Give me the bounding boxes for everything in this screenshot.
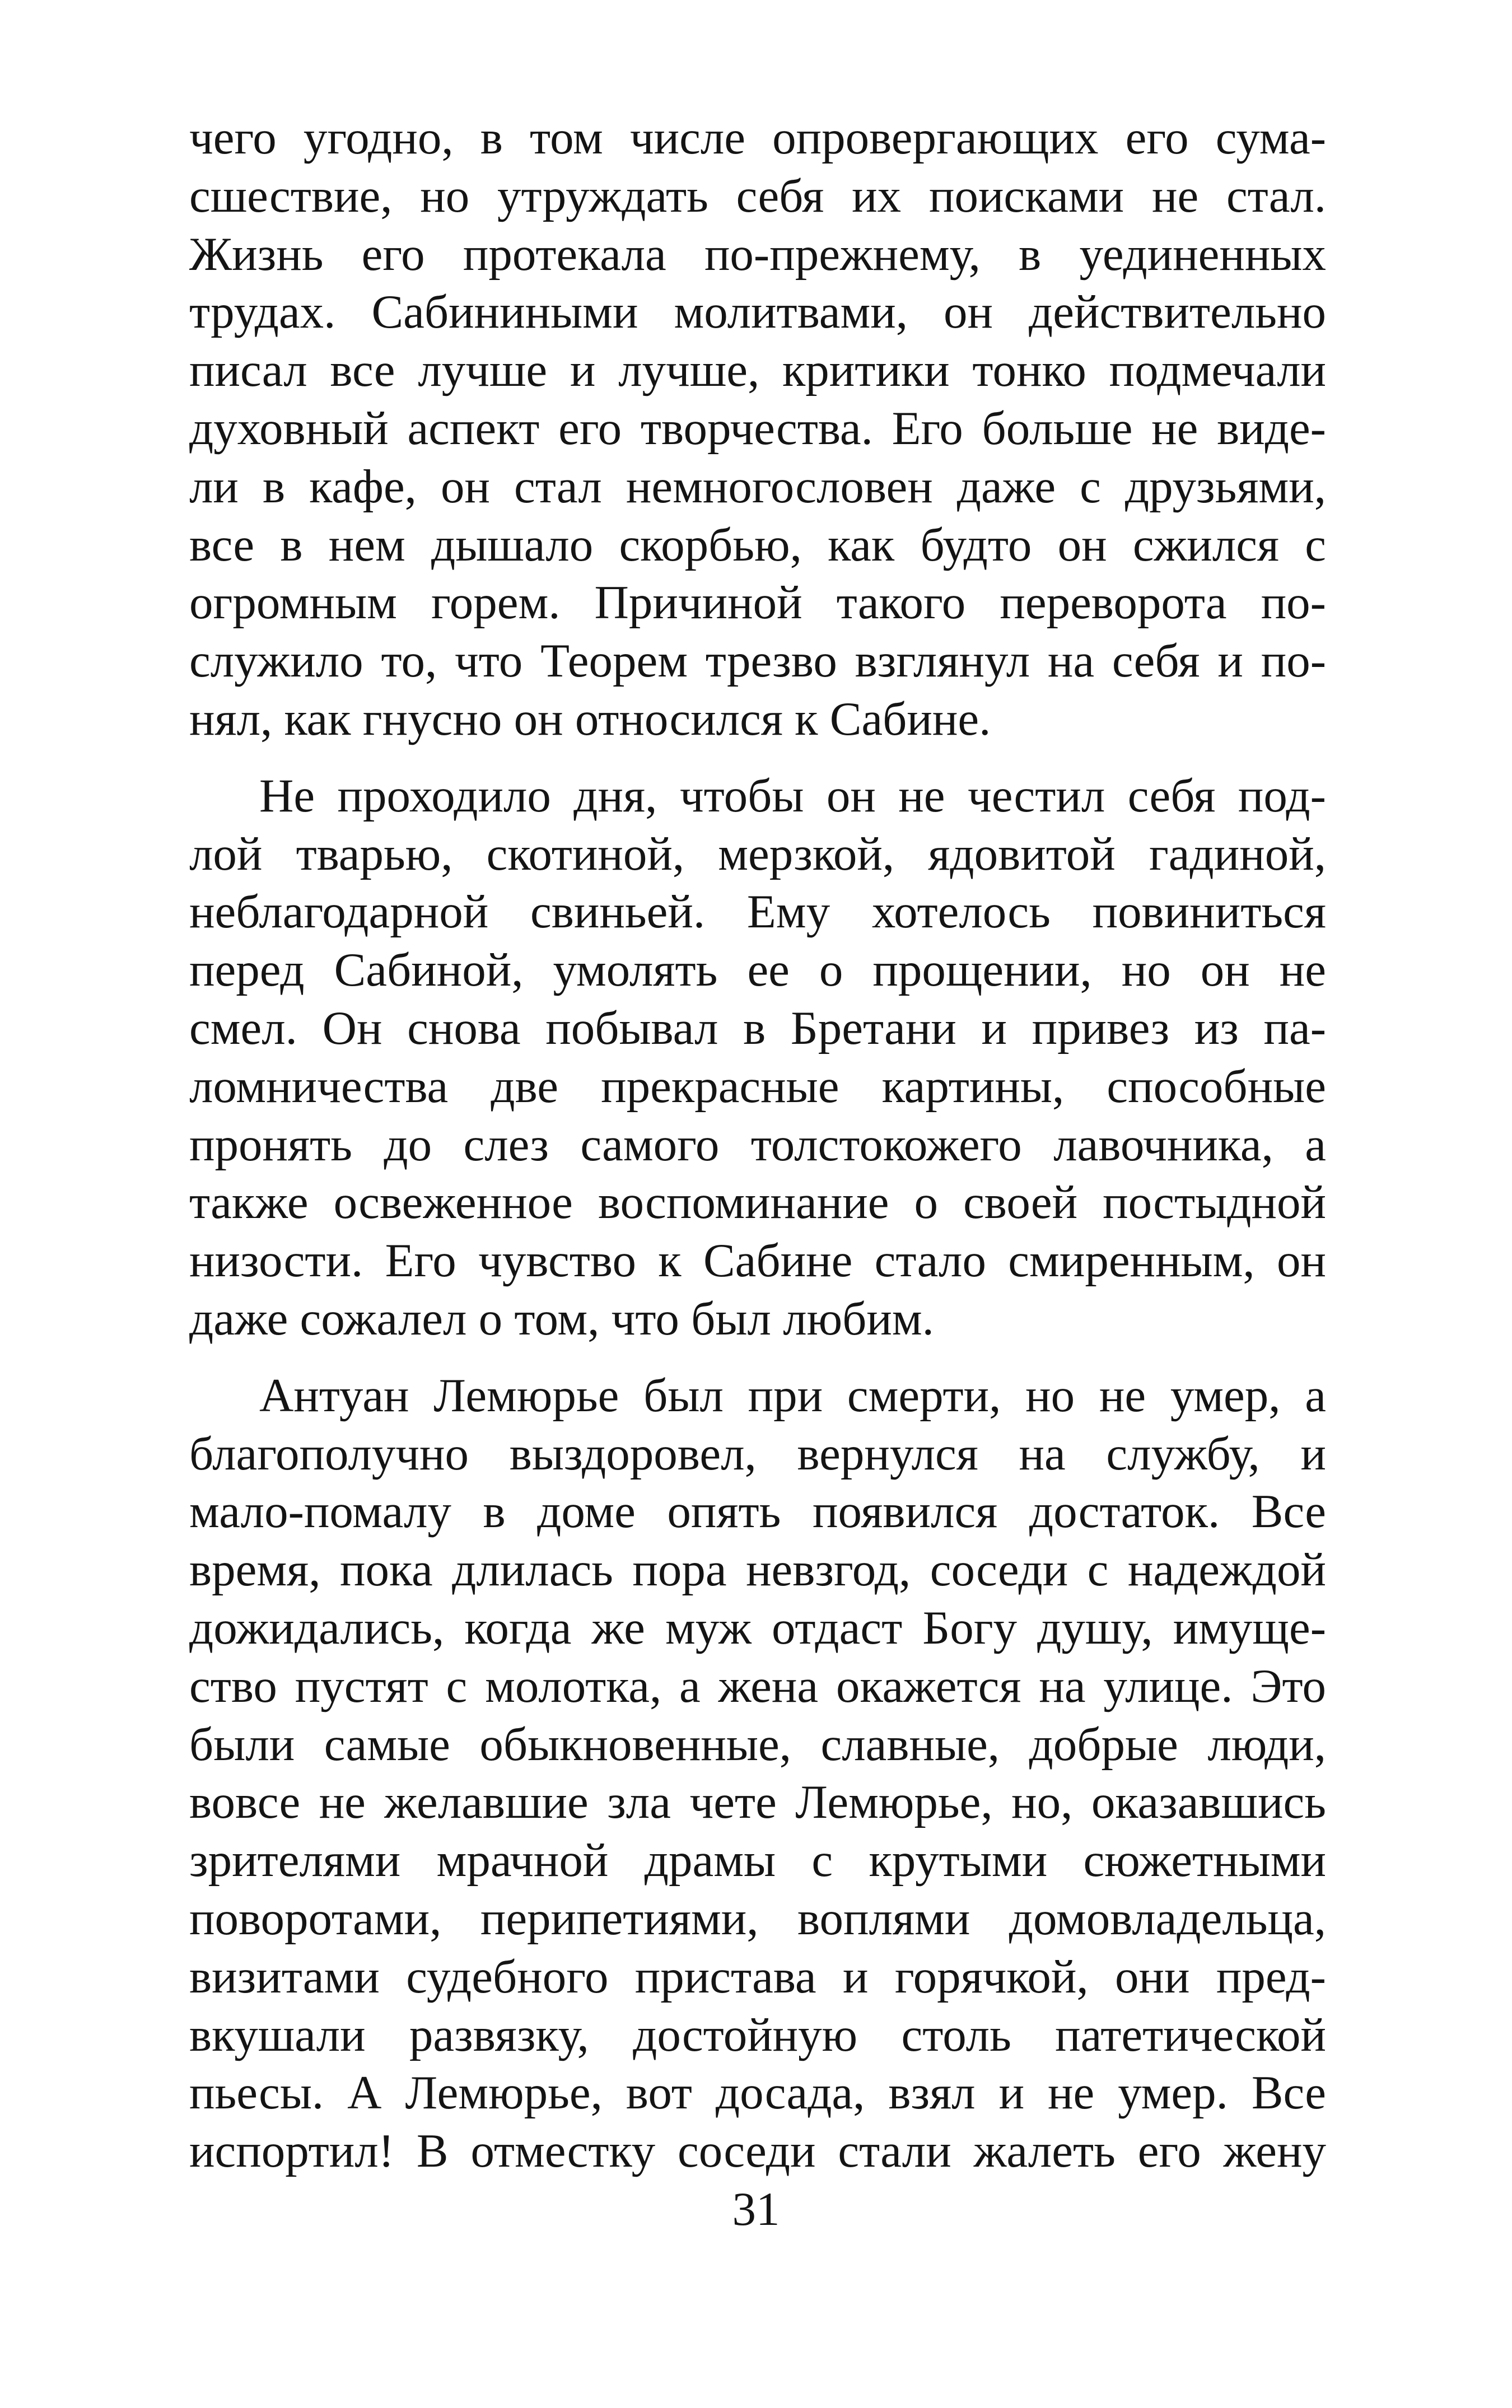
text-line: смел. Он снова побывал в Бретани и привез из па-: [189, 1001, 1326, 1054]
text-line: огромным горем. Причиной такого переворота по-: [189, 576, 1326, 629]
text-line: зрителями мрачной драмы с крутыми сюжетными: [189, 1834, 1326, 1887]
text-line: ли в кафе, он стал немногословен даже с друзьями,: [189, 460, 1326, 513]
text-line: сшествие, но утруждать себя их поисками не стал.: [189, 169, 1326, 222]
text-line: лой тварью, скотиной, мерзкой, ядовитой гадиной,: [189, 827, 1326, 880]
text-line: также освеженное воспоминание о своей постыдной: [189, 1176, 1326, 1229]
text-line: вкушали развязку, достойную столь патетической: [189, 2008, 1326, 2061]
text-line: все в нем дышало скорбью, как будто он сжился с: [189, 518, 1326, 571]
paragraph: [189, 109, 1326, 749]
text-line: визитами судебного пристава и горячкой, они пред-: [189, 1950, 1326, 2003]
text-line: даже сожалел о том, что был любим.: [189, 1292, 934, 1345]
body-text: [189, 109, 1326, 2181]
paragraph: [189, 767, 1326, 1348]
paragraph-gap: [189, 1348, 1326, 1367]
text-line: пронять до слез самого толстокожего лавочника, а: [189, 1118, 1326, 1171]
paragraph-gap: [189, 749, 1326, 767]
text-line: поворотами, перипетиями, воплями домовладельца,: [189, 1892, 1326, 1945]
text-line: служило то, что Теорем трезво взглянул на себя и по-: [189, 634, 1326, 688]
text-line: трудах. Сабиниными молитвами, он действительно: [189, 286, 1326, 339]
text-line: низости. Его чувство к Сабине стало смиренным, он: [189, 1234, 1326, 1287]
text-line: нял, как гнусно он относился к Сабине.: [189, 692, 991, 745]
text-line: ство пустят с молотка, а жена окажется на улице. Это: [189, 1659, 1326, 1712]
text-line: Не проходило дня, чтобы он не честил себя под-: [259, 769, 1326, 822]
text-line: духовный аспект его творчества. Его больше не виде-: [189, 402, 1326, 455]
text-line: неблагодарной свиньей. Ему хотелось повиниться: [189, 885, 1326, 939]
text-line: благополучно выздоровел, вернулся на службу, и: [189, 1427, 1326, 1480]
text-line: дожидались, когда же муж отдаст Богу душу, имуще-: [189, 1601, 1326, 1654]
text-line: испортил! В отместку соседи стали жалеть его жену: [189, 2125, 1326, 2178]
text-line: Антуан Лемюрье был при смерти, но не умер, а: [259, 1369, 1326, 1422]
text-line: вовсе не желавшие зла чете Лемюрье, но, оказавшись: [189, 1776, 1326, 1829]
text-line: ломничества две прекрасные картины, способные: [189, 1060, 1326, 1113]
text-line: время, пока длилась пора невзгод, соседи с надеждой: [189, 1543, 1326, 1597]
text-line: Жизнь его протекала по-прежнему, в уединенных: [189, 227, 1326, 281]
text-line: перед Сабиной, умолять ее о прощении, но он не: [189, 944, 1326, 997]
text-line: чего угодно, в том числе опровергающих его сума-: [189, 111, 1326, 164]
text-line: пьесы. А Лемюрье, вот досада, взял и не умер. Все: [189, 2066, 1326, 2120]
page-number: 31: [732, 2183, 780, 2236]
text-line: были самые обыкновенные, славные, добрые люди,: [189, 1718, 1326, 1771]
text-line: мало-помалу в доме опять появился достаток. Все: [189, 1485, 1326, 1538]
text-line: писал все лучше и лучше, критики тонко подмечали: [189, 344, 1326, 397]
paragraph: [189, 1367, 1326, 2181]
